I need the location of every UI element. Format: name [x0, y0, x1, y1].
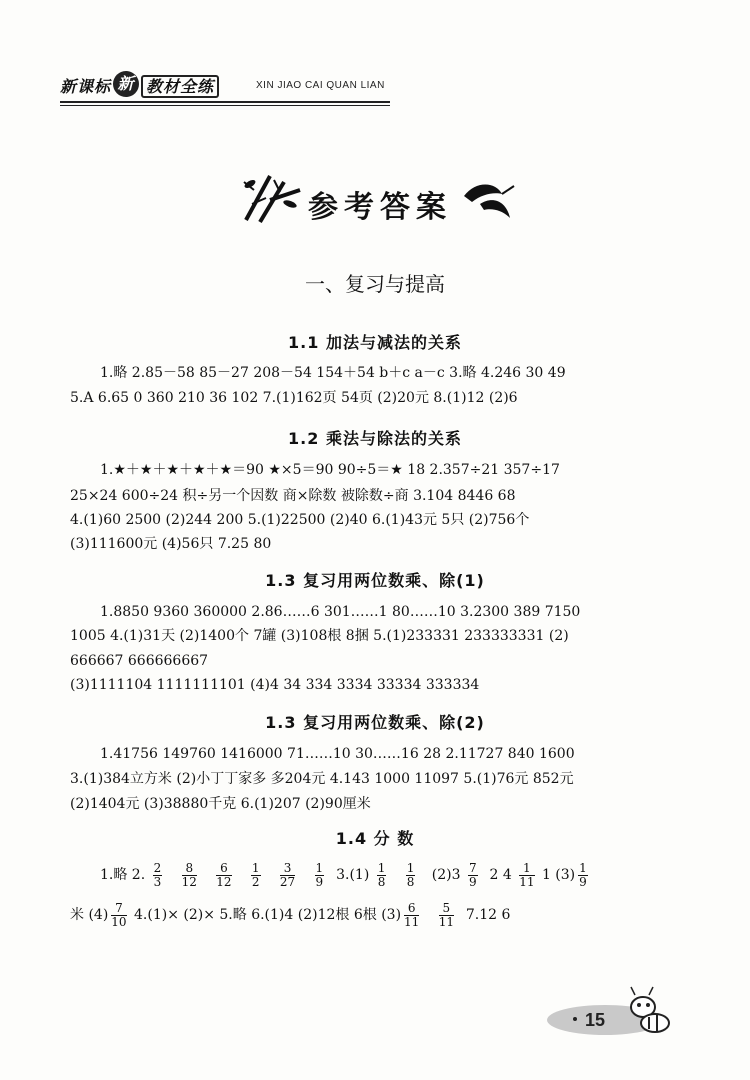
answer-text: 3.(1) [336, 867, 370, 883]
answer-line: 1.8850 9360 360000 2.86……6 301……1 80……10 3.2300 389 7150 [100, 604, 581, 620]
numerator: 5 [439, 902, 454, 916]
denominator: 12 [216, 874, 232, 889]
numerator: 7 [111, 902, 126, 916]
logo-box-text: 教材全练 [141, 75, 219, 98]
denominator: 9 [579, 874, 587, 889]
answer-line: 1005 4.(1)31天 (2)1400个 7罐 (3)108根 8捆 5.(1)233331 233333331 (2) [70, 628, 569, 644]
header-pinyin: XIN JIAO CAI QUAN LIAN [256, 80, 385, 91]
numerator: 1 [377, 860, 386, 875]
denominator: 12 [181, 874, 197, 889]
numerator: 6 [404, 902, 419, 916]
fraction [251, 862, 261, 889]
answer-text: 7.12 6 [465, 907, 511, 923]
subsection-heading: 1.3 复习用两位数乘、除(1) [265, 571, 485, 590]
numerator: 2 [153, 860, 162, 875]
numerator: 7 [468, 860, 477, 875]
numerator: 1 [251, 860, 260, 875]
answer-line: 1.略 2.85－58 85－27 208－54 154＋54 b＋c a－c 3.略 4.246 30 49 [100, 365, 566, 381]
answer-text: 米 (4) [70, 907, 109, 923]
numerator: 1 [315, 860, 324, 875]
numerator: 1 [406, 860, 415, 875]
answer-line: 3.(1)384立方米 (2)小丁丁家多 多204元 4.143 1000 11097 5.(1)76元 852元 [70, 771, 574, 787]
subsection-heading: 1.2 乘法与除法的关系 [288, 429, 462, 448]
subsection-heading: 1.4 分 数 [335, 829, 415, 848]
series-logo [60, 74, 219, 98]
denominator: 9 [468, 874, 477, 889]
denominator: 9 [315, 874, 324, 889]
fraction [519, 862, 534, 889]
leaf-decoration-icon [458, 174, 518, 224]
numerator: 6 [216, 862, 231, 876]
denominator: 11 [438, 914, 454, 929]
answer-text: 4.(1)× (2)× 5.略 6.(1)4 (2)12根 6根 (3) [134, 907, 402, 923]
header-rule [60, 101, 390, 103]
fraction [153, 862, 163, 889]
denominator: 8 [406, 874, 415, 889]
answer-text: (2)3 [431, 867, 461, 883]
denominator: 2 [251, 874, 260, 889]
page-number: 15 [585, 1010, 606, 1030]
answer-title-block [240, 170, 520, 230]
answer-line: 4.(1)60 2500 (2)244 200 5.(1)22500 (2)40 6.(1)43元 5只 (2)756个 [70, 512, 530, 528]
fraction [182, 862, 197, 889]
denominator: 27 [279, 874, 296, 889]
header-rule-thin [60, 105, 390, 106]
answer-line: (2)1404元 (3)38880千克 6.(1)207 (2)90厘米 [70, 796, 371, 812]
fraction [404, 902, 419, 929]
fraction [406, 862, 416, 889]
answer-line: 666667 666666667 [70, 653, 209, 669]
answer-text: 2 4 [489, 867, 512, 883]
section-title: 一、复习与提高 [305, 272, 445, 296]
denominator: 11 [404, 914, 420, 929]
fraction [216, 862, 231, 889]
answer-line: 5.A 6.65 0 360 210 36 102 7.(1)162页 54页 (2)20元 8.(1)12 (2)6 [70, 390, 518, 406]
fraction [578, 862, 588, 889]
page-number-badge [545, 985, 695, 1045]
answer-line-fractions [100, 860, 700, 890]
denominator: 10 [111, 914, 127, 929]
denominator: 11 [519, 874, 535, 889]
fraction [315, 862, 325, 889]
fraction [377, 862, 387, 889]
answer-line: (3)111600元 (4)56只 7.25 80 [70, 536, 272, 552]
answer-line: 1.41756 149760 1416000 71……10 30……16 28 2.11727 840 1600 [100, 746, 575, 762]
subsection-heading: 1.1 加法与减法的关系 [288, 333, 462, 352]
fraction [280, 862, 295, 889]
answer-title: 参考答案 [308, 190, 452, 225]
answer-line: 25×24 600÷24 积÷另一个因数 商×除数 被除数÷商 3.104 8446 68 [70, 488, 516, 504]
fraction [468, 862, 478, 889]
denominator: 8 [377, 874, 386, 889]
book-header [60, 66, 390, 106]
logo-circle-char: 新 [113, 71, 139, 97]
numerator: 1 [579, 860, 587, 875]
numerator: 3 [280, 862, 295, 876]
answer-line: (3)1111104 1111111101 (4)4 34 334 3334 33334 333334 [70, 677, 480, 693]
fraction [111, 902, 126, 929]
answer-text: 1 (3) [541, 867, 576, 883]
denominator: 3 [153, 874, 162, 889]
bamboo-decoration-icon [240, 170, 306, 226]
numerator: 8 [182, 862, 197, 876]
numerator: 1 [519, 862, 534, 876]
answer-line: 1.★＋★＋★＋★＋★＝90 ★×5＝90 90÷5＝★ 18 2.357÷21 357÷17 [100, 462, 560, 478]
subsection-heading: 1.3 复习用两位数乘、除(2) [265, 713, 485, 732]
fraction [439, 902, 454, 929]
answer-text: 1.略 2. [100, 867, 146, 883]
logo-text: 新课标 [60, 77, 112, 96]
answer-line-fractions [70, 900, 670, 930]
